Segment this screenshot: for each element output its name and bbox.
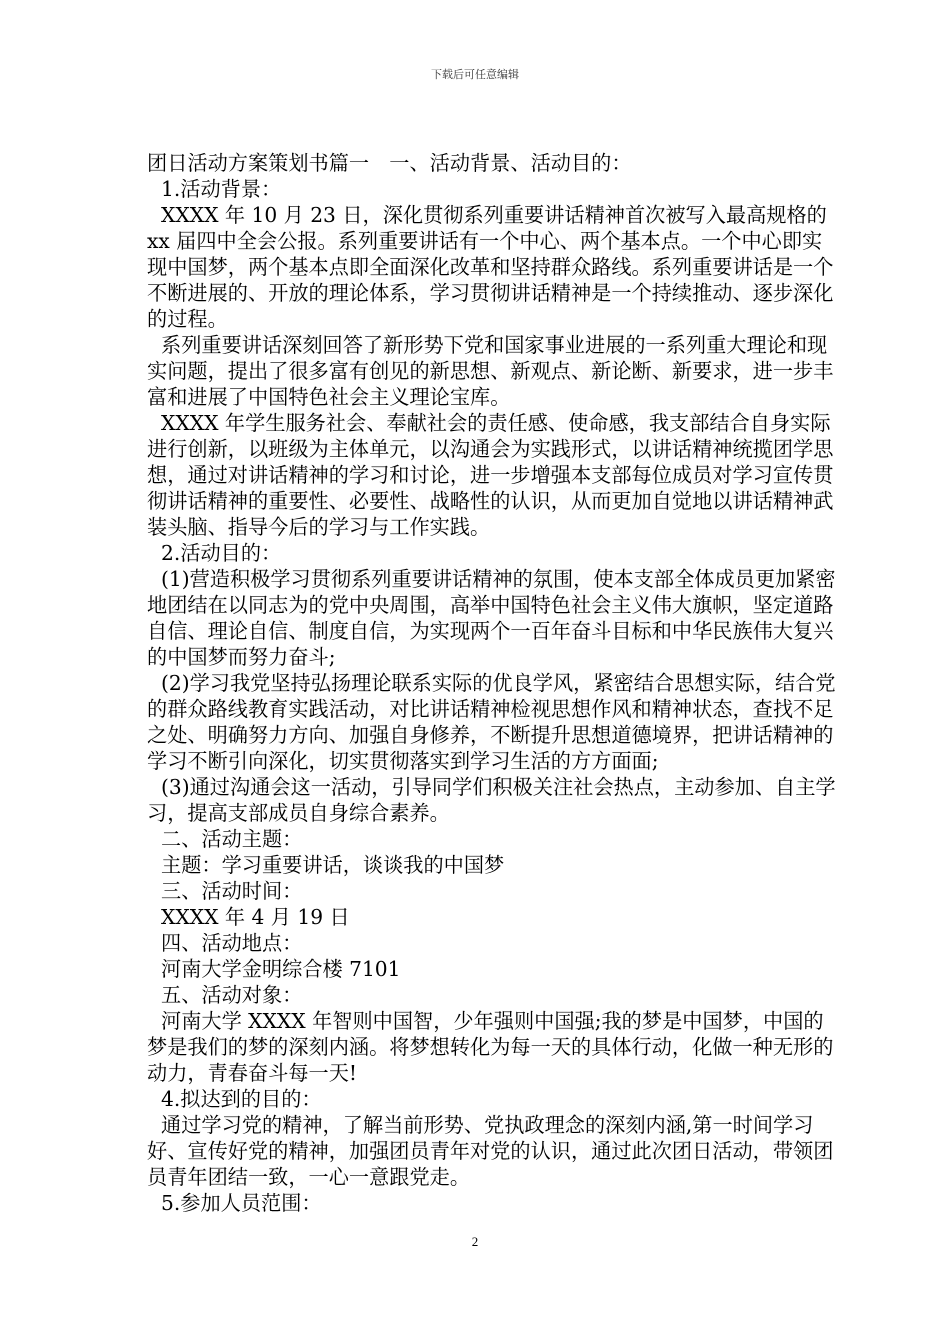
section-heading: 三、活动时间： <box>161 879 303 903</box>
title-line: 团日活动方案策划书篇一 一、活动背景、活动目的： <box>147 151 632 175</box>
paragraph: (1)营造积极学习贯彻系列重要讲话精神的氛围，使本支部全体成员更加紧密地团结在以同志为的党中央周围，高举中国特色社会主义伟大旗帜，坚定道路自信、理论自信、制度自信，为实现两个一百年奋斗目标和中华民族伟大复兴的中国梦而努力奋斗; <box>147 567 836 669</box>
paragraph: XXXX 年 10 月 23 日，深化贯彻系列重要讲话精神首次被写入最高规格的 xx 届四中全会公报。系列重要讲话有一个中心、两个基本点。一个中心即实现中国梦，两个基本点即全面深化改革和坚持群众路线。系列重要讲话是一个不断进展的、开放的理论体系，学习贯彻讲话精神是一个持续推动、逐步深化的过程。 <box>147 203 834 331</box>
paragraph: 通过学习党的精神，了解当前形势、党执政理念的深刻内涵,第一时间学习好、宣传好党的精神，加强团员青年对党的认识，通过此次团日活动，带领团员青年团结一致，一心一意跟党走。 <box>147 1113 834 1189</box>
page-header: 下载后可任意编辑 <box>431 68 519 81</box>
section-heading: 2.活动目的： <box>161 541 282 565</box>
paragraph: (3)通过沟通会这一活动，引导同学们积极关注社会热点，主动参加、自主学习，提高支部成员自身综合素养。 <box>147 775 836 825</box>
paragraph: 河南大学金明综合楼 7101 <box>161 957 401 981</box>
section-heading: 4.拟达到的目的： <box>161 1087 322 1111</box>
section-heading: 1.活动背景： <box>161 177 282 201</box>
section-heading: 四、活动地点： <box>161 931 303 955</box>
paragraph: 主题：学习重要讲话，谈谈我的中国梦 <box>161 853 505 877</box>
paragraph: 河南大学 XXXX 年智则中国智，少年强则中国强;我的梦是中国梦，中国的梦是我们的梦的深刻内涵。将梦想转化为每一天的具体行动，化做一种无形的动力，青春奋斗每一天! <box>147 1009 834 1085</box>
section-heading: 二、活动主题： <box>161 827 303 851</box>
paragraph: XXXX 年学生服务社会、奉献社会的责任感、使命感，我支部结合自身实际进行创新，以班级为主体单元，以沟通会为实践形式，以讲话精神统揽团学思想，通过对讲话精神的学习和讨论，进一步增强本支部每位成员对学习宣传贯彻讲话精神的重要性、必要性、战略性的认识，从而更加自觉地以讲话精神武装头脑、指导今后的学习与工作实践。 <box>147 411 834 539</box>
document-body <box>147 150 837 1216</box>
paragraph: XXXX 年 4 月 19 日 <box>161 905 350 929</box>
section-heading: 五、活动对象： <box>161 983 303 1007</box>
paragraph: (2)学习我党坚持弘扬理论联系实际的优良学风，紧密结合思想实际，结合党的群众路线教育实践活动，对比讲话精神检视思想作风和精神状态，查找不足之处、明确努力方向、加强自身修养，不断提升思想道德境界，把讲话精神的学习不断引向深化，切实贯彻落实到学习生活的方方面面; <box>147 671 836 773</box>
paragraph: 系列重要讲话深刻回答了新形势下党和国家事业进展的一系列重大理论和现实问题，提出了很多富有创见的新思想、新观点、新论断、新要求，进一步丰富和进展了中国特色社会主义理论宝库。 <box>147 333 834 409</box>
page-number: 2 <box>471 1234 479 1249</box>
section-heading: 5.参加人员范围： <box>161 1191 322 1215</box>
